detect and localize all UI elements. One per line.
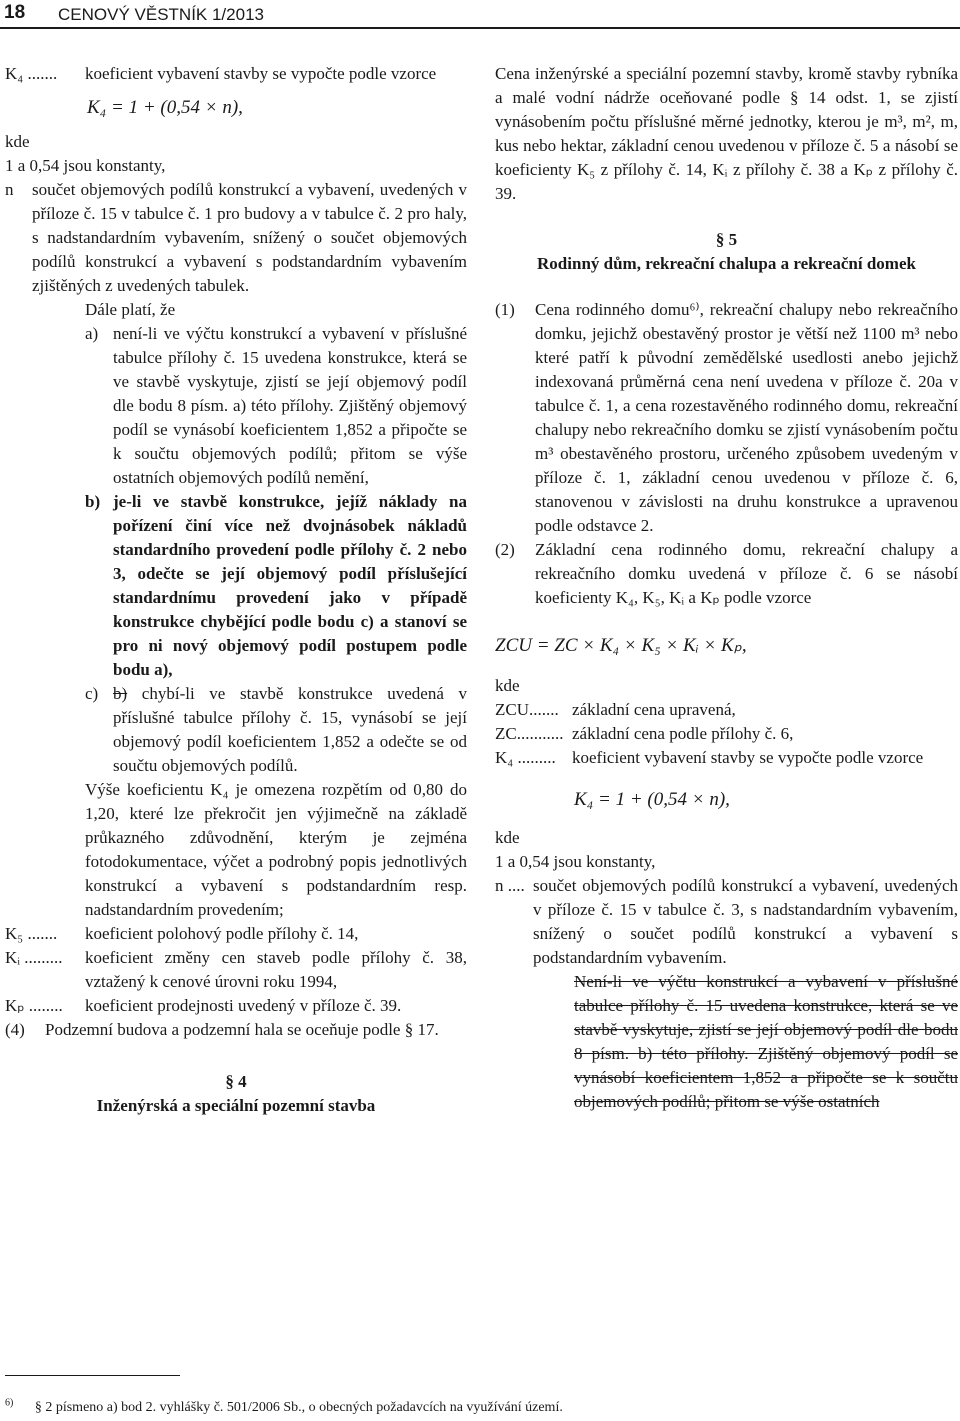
zc-key: ZC........... bbox=[495, 724, 564, 743]
item-c-text bbox=[113, 682, 467, 778]
ki-definition bbox=[5, 946, 467, 994]
journal-title: CENOVÝ VĚSTNÍK 1/2013 bbox=[58, 5, 264, 24]
ki-key: Kᵢ ......... bbox=[5, 948, 63, 967]
paragraph-4-text: Podzemní budova a podzemní hala se oceňuje podle § 17. bbox=[45, 1020, 439, 1039]
constants-line: 1 a 0,54 jsou konstanty, bbox=[5, 156, 166, 175]
n-definition bbox=[5, 178, 467, 298]
footnote bbox=[5, 1399, 563, 1417]
k4-key: K₄ ....... bbox=[5, 64, 58, 83]
ki-value: koeficient změny cen staveb podle přílohy č. 38, vztažený k cenové úrovni roku 1994, bbox=[85, 948, 467, 991]
footnote-rule bbox=[5, 1375, 180, 1376]
item-c bbox=[5, 682, 467, 778]
k4-range-paragraph: Výše koeficientu K₄ je omezena rozpětím od 0,80 do 1,20, které lze překročit jen výjimečně na základě průkazného zdůvodnění, kterým je zejména fotodokumentace, výčet a podrobný popis jednotlivých konstrukcí a vybavení s podstandardním resp. nadstandardním provedením; bbox=[85, 780, 467, 919]
item-a-text: není-li ve výčtu konstrukcí a vybavení v příslušné tabulce přílohy č. 15 uvedena konstrukce, která se ve stavbě vyskytuje, zjistí se její objemový podíl dle bodu 8 písm. a) této přílohy. Zjištěný objemový podíl se vynásobí koeficientem 1,852 a připočte se k součtu objemových podílů; přitom se výše ostatních objemových podílů nemění, bbox=[113, 324, 467, 487]
n-value-right: součet objemových podílů konstrukcí a vybavení, uvedených v příloze č. 15 v tabulce č. 3, s nadstandardním vybavením, snížený o součet podílů konstrukcí a vybavení s podstandardním vybavením. bbox=[533, 876, 958, 967]
kde-label: kde bbox=[5, 132, 30, 151]
n-definition-right bbox=[495, 874, 958, 970]
k5-key: K₅ ....... bbox=[5, 924, 58, 943]
k5-definition bbox=[5, 922, 467, 946]
n-value: součet objemových podílů konstrukcí a vybavení, uvedených v příloze č. 15 v tabulce č. 1 pro budovy a v tabulce č. 2 pro haly, s nadstandardním vybavením, snížený o součet objemových podílů konstrukcí a vybavení s podstandardním vybavením zjištěných z uvedených tabulek. bbox=[32, 180, 467, 295]
dale-plati: Dále platí, že bbox=[85, 300, 176, 319]
paragraph-2-label: (2) bbox=[495, 540, 515, 559]
zc-definition bbox=[495, 722, 958, 746]
zcu-key: ZCU....... bbox=[495, 700, 559, 719]
paragraph-1-label: (1) bbox=[495, 300, 515, 319]
paragraph-4 bbox=[5, 1018, 467, 1042]
paragraph-2 bbox=[495, 538, 958, 610]
kp-value: koeficient prodejnosti uvedený v příloze č. 39. bbox=[85, 996, 402, 1015]
item-b-label: b) bbox=[85, 492, 101, 511]
zcu-value: základní cena upravená, bbox=[572, 700, 736, 719]
k5-value: koeficient polohový podle přílohy č. 14, bbox=[85, 924, 359, 943]
section-5-number: § 5 bbox=[715, 230, 738, 249]
footnote-mark: 6) bbox=[5, 1397, 14, 1409]
section-5-title: Rodinný dům, rekreační chalupa a rekreační domek bbox=[537, 254, 916, 273]
item-c-body: chybí-li ve stavbě konstrukce uvedená v příslušné tabulce přílohy č. 15, vynásobí se její objemový podíl koeficientem 1,852 a odečte se od součtu objemových podílů. bbox=[113, 684, 467, 775]
n-key: n bbox=[5, 180, 14, 199]
section-4-text: Cena inženýrské a speciální pozemní stavby, kromě stavby rybníka a malé vodní nádrže oceňované podle § 14 odst. 1, se zjistí vynásobením počtu příslušné měrné jednotky, kterou je m³, m², m, kus nebo hektar, základní cenou uvedenou v příloze č. 5 a násobí se koeficienty K₅ z přílohy č. 14, Kᵢ z přílohy č. 38 a Kₚ z přílohy č. 39. bbox=[495, 64, 958, 203]
item-c-struck-label: b) bbox=[113, 684, 128, 703]
paragraph-4-label: (4) bbox=[5, 1020, 25, 1039]
right-column bbox=[495, 62, 958, 1114]
left-column bbox=[5, 62, 467, 1118]
kp-definition bbox=[5, 994, 467, 1018]
kde-label-right-2: kde bbox=[495, 828, 520, 847]
constants-line-right: 1 a 0,54 jsou konstanty, bbox=[495, 852, 656, 871]
k4-definition-right bbox=[495, 746, 958, 770]
kde-label-right: kde bbox=[495, 676, 520, 695]
k4-value-right: koeficient vybavení stavby se vypočte podle vzorce bbox=[572, 748, 924, 767]
section-4-title: Inženýrská a speciální pozemní stavba bbox=[96, 1096, 376, 1115]
page-number: 18 bbox=[4, 2, 26, 23]
k4-formula-right: K₄ = 1 + (0,54 × n), bbox=[574, 789, 730, 810]
paragraph-1-text: Cena rodinného domu⁶⁾, rekreační chalupy nebo rekreačního domku, jejichž obestavěný prostor je větší než 1100 m³ nebo které patří k původní zemědělské usedlosti anebo jejichž indexovaná průměrná cena není uvedena v příloze č. 20a v tabulce č. 1, a cena rozestavěného rodinného domu, rekreační chalupy nebo rekreačního domku se zjistí vynásobením počtu m³ obestavěného prostoru, určeného způsobem uvedeným v příloze č. 1, základní cenou uvedenou v příloze č. 6, stanovenou v závislosti na druhu konstrukce a upravenou podle odstavce 2. bbox=[535, 300, 958, 535]
item-a-label: a) bbox=[85, 324, 99, 343]
item-a bbox=[5, 322, 467, 490]
item-b bbox=[5, 490, 467, 682]
zcu-formula: ZCU = ZC × K₄ × K₅ × Kᵢ × Kₚ, bbox=[495, 635, 747, 656]
k4-key-right: K₄ ......... bbox=[495, 748, 556, 767]
zc-value: základní cena podle přílohy č. 6, bbox=[572, 724, 794, 743]
k4-formula: K₄ = 1 + (0,54 × n), bbox=[87, 97, 243, 118]
paragraph-1 bbox=[495, 298, 958, 538]
struck-paragraph: Není-li ve výčtu konstrukcí a vybavení v příslušné tabulce přílohy č. 15 uvedena konstrukce, která se ve stavbě vyskytuje, zjistí se její objemový podíl dle bodu 8 písm. b) této přílohy. Zjištěný objemový podíl se vynásobí koeficientem 1,852 a připočte se k součtu objemových podílů; přitom se výše ostatních bbox=[574, 972, 958, 1111]
kp-key: Kₚ ........ bbox=[5, 996, 63, 1015]
paragraph-2-text: Základní cena rodinného domu, rekreační chalupy a rekreačního domku uvedená v příloze č. 6 se násobí koeficienty K₄, K₅, Kᵢ a Kₚ podle vzorce bbox=[535, 540, 958, 607]
footnote-text: § 2 písmeno a) bod 2. vyhlášky č. 501/2006 Sb., o obecných požadavcích na využívání území. bbox=[34, 1400, 563, 1415]
zcu-definition bbox=[495, 698, 958, 722]
item-c-label: c) bbox=[85, 684, 99, 703]
section-4-number: § 4 bbox=[225, 1072, 247, 1091]
k4-definition bbox=[5, 62, 467, 86]
page-header bbox=[0, 0, 960, 29]
k4-value: koeficient vybavení stavby se vypočte podle vzorce bbox=[85, 64, 437, 83]
n-key-right: n .... bbox=[495, 876, 525, 895]
item-b-text: je-li ve stavbě konstrukce, jejíž náklady na pořízení činí více než dvojnásobek nákladů standardního provedení podle přílohy č. 2 nebo 3, odečte se její objemový podíl příslušející standardnímu provedení jako v případě konstrukce chybějící podle bodu c) a stanoví se pro ni nový objemový podíl postupem podle bodu a), bbox=[113, 492, 467, 679]
